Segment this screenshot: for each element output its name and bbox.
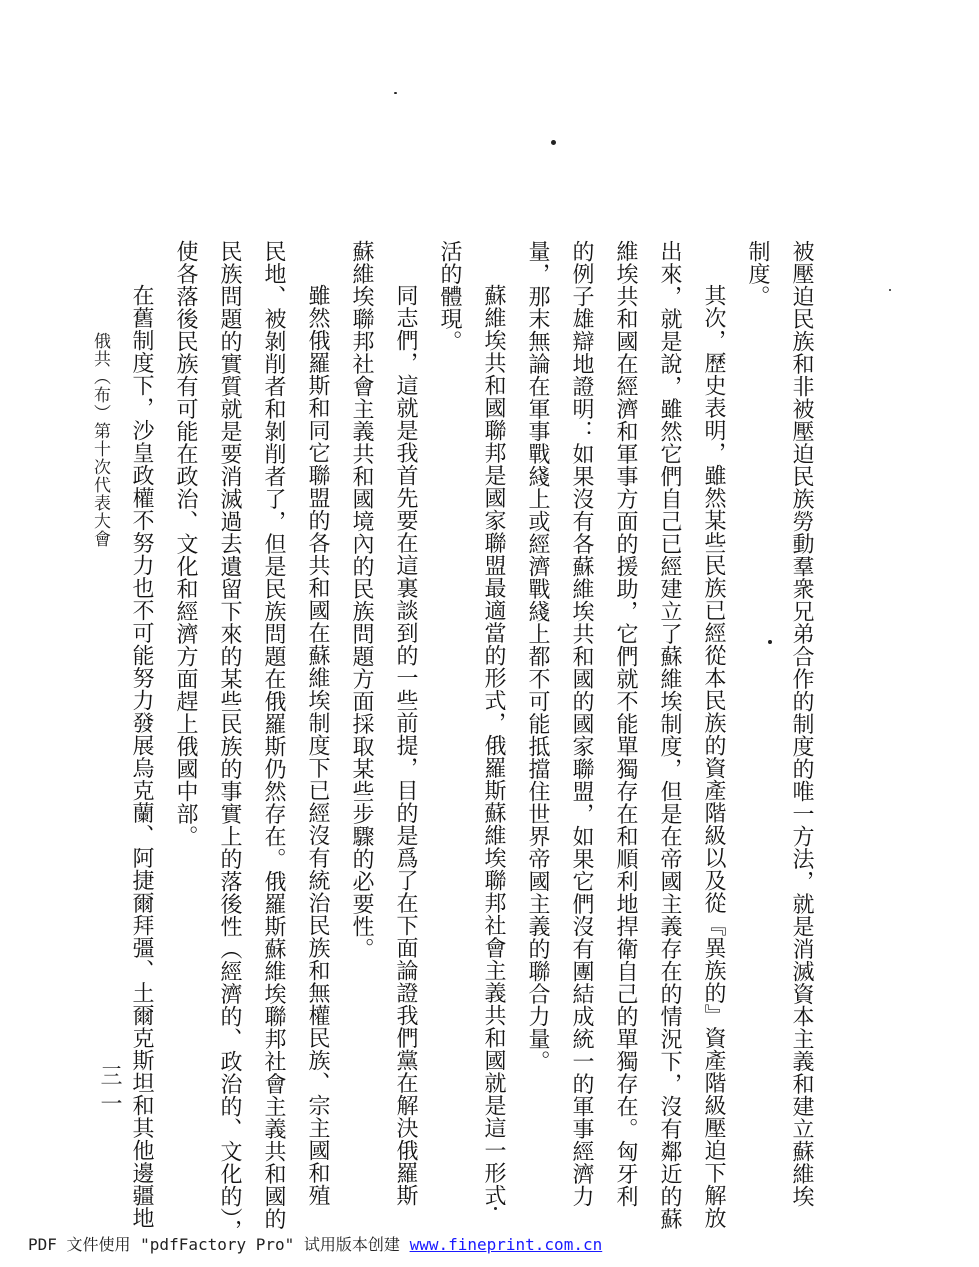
text-column-3: 其次，歷史表明，雖然某些民族已經從本民族的資產階級以及從『異族的』資產階級壓迫下解放 xyxy=(701,284,726,1229)
running-head: 俄共（布）第十次代表大會 xyxy=(90,332,110,548)
text-column-16: 在舊制度下，沙皇政權不努力也不可能努力發展烏克蘭、阿捷爾拜彊、土爾克斯坦和其他邊疆地 xyxy=(129,284,154,1229)
scan-speck xyxy=(551,140,556,145)
text-column-8: 蘇維埃共和國聯邦是國家聯盟最適當的形式，俄羅斯蘇維埃聯邦社會主義共和國就是這一形式 xyxy=(481,284,506,1207)
text-column-6: 的例子雄辯地證明：如果沒有各蘇維埃共和國的國家聯盟，如果它們沒有團結成統一的軍事經濟力 xyxy=(569,240,594,1208)
scan-speck xyxy=(394,92,397,94)
scan-speck xyxy=(494,1207,497,1210)
text-column-11: 蘇維埃聯邦社會主義共和國境內的民族問題方面採取某些步驟的必要性。 xyxy=(349,240,374,960)
text-column-13: 民地、被剝削者和剝削者了，但是民族問題在俄羅斯仍然存在。俄羅斯蘇維埃聯邦社會主義共和國的 xyxy=(261,240,286,1230)
text-column-5: 維埃共和國在經濟和軍事方面的援助，它們就不能單獨存在和順利地捍衛自己的單獨存在。匈牙利 xyxy=(613,240,638,1208)
pdf-footer xyxy=(28,1232,602,1255)
scan-speck xyxy=(889,289,891,291)
footer-text: PDF 文件使用 "pdfFactory Pro" 试用版本创建 xyxy=(28,1235,410,1254)
text-column-10: 同志們，這就是我首先要在這裏談到的一些前提，目的是爲了在下面論證我們黨在解決俄羅斯 xyxy=(393,284,418,1207)
fineprint-link[interactable]: www.fineprint.com.cn xyxy=(409,1235,603,1254)
text-column-15: 使各落後民族有可能在政治、文化和經濟方面趕上俄國中部。 xyxy=(173,240,198,848)
page-number: 三一 xyxy=(97,1064,122,1120)
text-column-4: 出來，就是說，雖然它們自己已經建立了蘇維埃制度，但是在帝國主義存在的情況下，沒有鄰近的蘇 xyxy=(657,240,682,1230)
text-column-2: 制度。 xyxy=(745,240,770,308)
text-column-7: 量，那末無論在軍事戰綫上或經濟戰綫上都不可能抵擋住世界帝國主義的聯合力量。 xyxy=(525,240,550,1073)
text-column-12: 雖然俄羅斯和同它聯盟的各共和國在蘇維埃制度下已經沒有統治民族和無權民族、宗主國和殖 xyxy=(305,284,330,1207)
text-column-9: 活的體現。 xyxy=(437,240,462,353)
scan-speck xyxy=(768,640,772,644)
text-column-14: 民族問題的實質就是要消滅過去遺留下來的某些民族的事實上的落後性（經濟的、政治的、文化的）， xyxy=(217,240,242,1242)
text-column-1: 被壓迫民族和非被壓迫民族勞動羣衆兄弟合作的制度的唯一方法，就是消滅資本主義和建立蘇維埃 xyxy=(789,240,814,1208)
